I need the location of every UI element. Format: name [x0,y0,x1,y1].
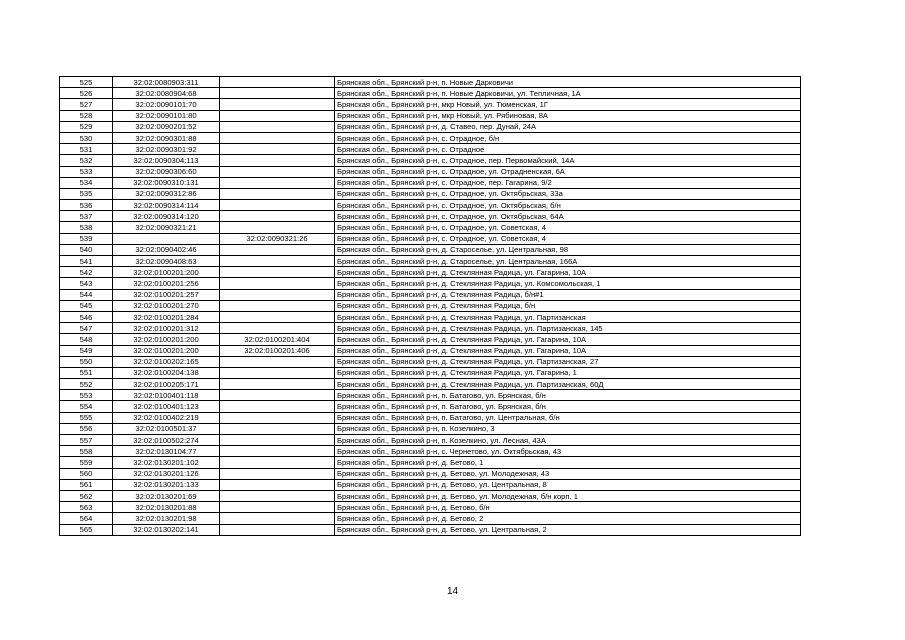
table-row [60,211,801,222]
table-row [60,435,801,446]
table-row [60,289,801,300]
related-cadastral-number-cell [220,323,335,334]
table-row [60,166,801,177]
address-cell: Брянская обл., Брянский р-н, п. Козелкино, ул. Лесная, 43А [335,435,801,446]
table-row [60,278,801,289]
cadastral-number-cell: 32:02:0090301:88 [113,132,220,143]
cadastral-number-cell: 32:02:0100401:118 [113,390,220,401]
address-cell: Брянская обл., Брянский р-н, д. Стеклянная Радица, ул. Партизанская, 145 [335,323,801,334]
row-number-cell: 528 [60,110,113,121]
row-number-cell: 551 [60,367,113,378]
row-number-cell: 546 [60,311,113,322]
related-cadastral-number-cell [220,300,335,311]
table-row [60,200,801,211]
cadastral-number-cell: 32:02:0130201:69 [113,490,220,501]
address-cell: Брянская обл., Брянский р-н, д. Стеклянная Радица, б/н#1 [335,289,801,300]
table-row [60,110,801,121]
table-row [60,423,801,434]
table-row [60,412,801,423]
table-row [60,502,801,513]
table-row [60,177,801,188]
related-cadastral-number-cell [220,188,335,199]
table-row [60,88,801,99]
row-number-cell: 550 [60,356,113,367]
related-cadastral-number-cell [220,200,335,211]
related-cadastral-number-cell [220,88,335,99]
row-number-cell: 565 [60,524,113,535]
row-number-cell: 562 [60,490,113,501]
row-number-cell: 556 [60,423,113,434]
row-number-cell: 525 [60,77,113,88]
address-cell: Брянская обл., Брянский р-н, д. Стеклянная Радица, ул. Партизанская, 60Д [335,379,801,390]
table-row [60,188,801,199]
related-cadastral-number-cell [220,401,335,412]
address-cell: Брянская обл., Брянский р-н, д. Стеклянная Радица, ул. Комсомольская, 1 [335,278,801,289]
related-cadastral-number-cell [220,77,335,88]
row-number-cell: 541 [60,256,113,267]
related-cadastral-number-cell [220,278,335,289]
cadastral-number-cell: 32:02:0090101:80 [113,110,220,121]
table-row [60,446,801,457]
related-cadastral-number-cell [220,132,335,143]
cadastral-number-cell: 32:02:0090312:86 [113,188,220,199]
address-cell: Брянская обл., Брянский р-н, с. Отрадное, пер. Гагарина, 9/2 [335,177,801,188]
row-number-cell: 545 [60,300,113,311]
address-cell: Брянская обл., Брянский р-н, с. Отрадное, б/н [335,132,801,143]
row-number-cell: 533 [60,166,113,177]
table-row [60,256,801,267]
related-cadastral-number-cell [220,468,335,479]
row-number-cell: 538 [60,222,113,233]
address-cell: Брянская обл., Брянский р-н, мкр Новый, ул. Рябиновая, 8А [335,110,801,121]
row-number-cell: 530 [60,132,113,143]
related-cadastral-number-cell [220,446,335,457]
row-number-cell: 531 [60,144,113,155]
table-row [60,300,801,311]
cadastral-number-cell: 32:02:0100205:171 [113,379,220,390]
cadastral-number-cell: 32:02:0090306:60 [113,166,220,177]
table-row [60,99,801,110]
address-cell: Брянская обл., Брянский р-н, д. Бетово, ул. Центральная, 8 [335,479,801,490]
cadastral-number-cell: 32:02:0090310:131 [113,177,220,188]
address-cell: Брянская обл., Брянский р-н, д. Бетово, 2 [335,513,801,524]
address-cell: Брянская обл., Брянский р-н, п. Новые Дарковичи [335,77,801,88]
related-cadastral-number-cell [220,367,335,378]
table-row [60,401,801,412]
related-cadastral-number-cell [220,244,335,255]
cadastral-number-cell: 32:02:0130201:88 [113,502,220,513]
cadastral-number-cell: 32:02:0090321:21 [113,222,220,233]
related-cadastral-number-cell: 32:02:0100201:404 [220,334,335,345]
address-cell: Брянская обл., Брянский р-н, п. Батагово, ул. Брянская, б/н [335,401,801,412]
row-number-cell: 555 [60,412,113,423]
table-row [60,132,801,143]
row-number-cell: 547 [60,323,113,334]
related-cadastral-number-cell [220,490,335,501]
row-number-cell: 553 [60,390,113,401]
register-table [59,76,801,536]
cadastral-number-cell: 32:02:0100201:270 [113,300,220,311]
row-number-cell: 536 [60,200,113,211]
cadastral-number-cell: 32:02:0130202:141 [113,524,220,535]
table-row [60,457,801,468]
address-cell: Брянская обл., Брянский р-н, д. Стеклянная Радица, ул. Гагарина, 10А [335,267,801,278]
cadastral-number-cell: 32:02:0100401:123 [113,401,220,412]
table-row [60,356,801,367]
cadastral-number-cell: 32:02:0100201:312 [113,323,220,334]
address-cell: Брянская обл., Брянский р-н, с. Отрадное, ул. Октябрьская, б/н [335,200,801,211]
row-number-cell: 563 [60,502,113,513]
table-row [60,367,801,378]
cadastral-number-cell: 32:02:0090408:63 [113,256,220,267]
cadastral-number-cell: 32:02:0130104:77 [113,446,220,457]
cadastral-number-cell: 32:02:0130201:102 [113,457,220,468]
table-row [60,479,801,490]
row-number-cell: 557 [60,435,113,446]
address-cell: Брянская обл., Брянский р-н, с. Отрадное, ул. Советская, 4 [335,222,801,233]
row-number-cell: 539 [60,233,113,244]
cadastral-number-cell: 32:02:0100201:200 [113,267,220,278]
table-row [60,468,801,479]
cadastral-number-cell: 32:02:0100402:219 [113,412,220,423]
row-number-cell: 544 [60,289,113,300]
cadastral-number-cell: 32:02:0080903:311 [113,77,220,88]
row-number-cell: 560 [60,468,113,479]
cadastral-number-cell [113,233,220,244]
address-cell: Брянская обл., Брянский р-н, с. Отрадное [335,144,801,155]
table-row [60,155,801,166]
related-cadastral-number-cell [220,177,335,188]
table-row [60,267,801,278]
address-cell: Брянская обл., Брянский р-н, д. Стеклянная Радица, ул. Гагарина, 10А [335,334,801,345]
related-cadastral-number-cell [220,110,335,121]
cadastral-number-cell: 32:02:0100201:200 [113,334,220,345]
related-cadastral-number-cell [220,121,335,132]
address-cell: Брянская обл., Брянский р-н, с. Отрадное, пер. Первомайский, 14А [335,155,801,166]
related-cadastral-number-cell [220,356,335,367]
row-number-cell: 558 [60,446,113,457]
address-cell: Брянская обл., Брянский р-н, с. Отрадное, ул. Советская, 4 [335,233,801,244]
address-cell: Брянская обл., Брянский р-н, д. Стеклянная Радица, ул. Гагарина, 10А [335,345,801,356]
table-row [60,77,801,88]
address-cell: Брянская обл., Брянский р-н, д. Бетово, ул. Молодежная, б/н корп. 1 [335,490,801,501]
related-cadastral-number-cell [220,502,335,513]
row-number-cell: 542 [60,267,113,278]
cadastral-number-cell: 32:02:0090314:114 [113,200,220,211]
table-row [60,490,801,501]
address-cell: Брянская обл., Брянский р-н, мкр Новый, ул. Тюменская, 1Г [335,99,801,110]
row-number-cell: 559 [60,457,113,468]
row-number-cell: 548 [60,334,113,345]
cadastral-number-cell: 32:02:0100201:284 [113,311,220,322]
page-number: 14 [446,586,459,597]
cadastral-number-cell: 32:02:0100501:37 [113,423,220,434]
table-row [60,334,801,345]
row-number-cell: 554 [60,401,113,412]
table-row [60,513,801,524]
row-number-cell: 534 [60,177,113,188]
related-cadastral-number-cell [220,99,335,110]
address-cell: Брянская обл., Брянский р-н, с. Отрадное, ул. Октябрьская, 33а [335,188,801,199]
related-cadastral-number-cell [220,513,335,524]
cadastral-number-cell: 32:02:0090301:92 [113,144,220,155]
address-cell: Брянская обл., Брянский р-н, д. Бетово, 1 [335,457,801,468]
cadastral-number-cell: 32:02:0090201:52 [113,121,220,132]
table-row [60,144,801,155]
address-cell: Брянская обл., Брянский р-н, п. Батагово, ул. Брянская, б/н [335,390,801,401]
row-number-cell: 564 [60,513,113,524]
cadastral-number-cell: 32:02:0090314:120 [113,211,220,222]
address-cell: Брянская обл., Брянский р-н, с. Чернетово, ул. Октябрьская, 43 [335,446,801,457]
address-cell: Брянская обл., Брянский р-н, п. Новые Дарковичи, ул. Тепличная, 1А [335,88,801,99]
address-cell: Брянская обл., Брянский р-н, д. Староселье, ул. Центральная, 98 [335,244,801,255]
related-cadastral-number-cell [220,289,335,300]
table-row [60,379,801,390]
related-cadastral-number-cell [220,479,335,490]
cadastral-number-cell: 32:02:0090402:46 [113,244,220,255]
cadastral-number-cell: 32:02:0080904:68 [113,88,220,99]
table-row [60,524,801,535]
address-cell: Брянская обл., Брянский р-н, д. Староселье, ул. Центральная, 166А [335,256,801,267]
address-cell: Брянская обл., Брянский р-н, д. Стеклянная Радица, ул. Партизанская, 27 [335,356,801,367]
row-number-cell: 552 [60,379,113,390]
related-cadastral-number-cell [220,256,335,267]
cadastral-number-cell: 32:02:0100201:257 [113,289,220,300]
table-row [60,233,801,244]
address-cell: Брянская обл., Брянский р-н, д. Бетово, ул. Молодежная, 43 [335,468,801,479]
row-number-cell: 535 [60,188,113,199]
row-number-cell: 537 [60,211,113,222]
row-number-cell: 532 [60,155,113,166]
address-cell: Брянская обл., Брянский р-н, д. Ставео, пер. Дунай, 24А [335,121,801,132]
related-cadastral-number-cell [220,211,335,222]
cadastral-number-cell: 32:02:0090304:113 [113,155,220,166]
address-cell: Брянская обл., Брянский р-н, с. Отрадное, ул. Отрадненская, 6А [335,166,801,177]
address-cell: Брянская обл., Брянский р-н, д. Стеклянная Радица, ул. Гагарина, 1 [335,367,801,378]
related-cadastral-number-cell [220,423,335,434]
row-number-cell: 527 [60,99,113,110]
related-cadastral-number-cell [220,379,335,390]
cadastral-number-cell: 32:02:0100204:138 [113,367,220,378]
cadastral-number-cell: 32:02:0130201:126 [113,468,220,479]
row-number-cell: 526 [60,88,113,99]
related-cadastral-number-cell [220,412,335,423]
related-cadastral-number-cell [220,311,335,322]
register-table-body [60,77,801,536]
address-cell: Брянская обл., Брянский р-н, д. Бетово, ул. Центральная, 2 [335,524,801,535]
related-cadastral-number-cell: 32:02:0090321:26 [220,233,335,244]
cadastral-number-cell: 32:02:0090101:70 [113,99,220,110]
table-row [60,121,801,132]
address-cell: Брянская обл., Брянский р-н, д. Стеклянная Радица, б/н [335,300,801,311]
row-number-cell: 549 [60,345,113,356]
related-cadastral-number-cell: 32:02:0100201:406 [220,345,335,356]
related-cadastral-number-cell [220,390,335,401]
row-number-cell: 543 [60,278,113,289]
cadastral-number-cell: 32:02:0130201:98 [113,513,220,524]
related-cadastral-number-cell [220,435,335,446]
related-cadastral-number-cell [220,267,335,278]
related-cadastral-number-cell [220,166,335,177]
table-row [60,222,801,233]
related-cadastral-number-cell [220,144,335,155]
related-cadastral-number-cell [220,457,335,468]
row-number-cell: 529 [60,121,113,132]
cadastral-number-cell: 32:02:0100202:165 [113,356,220,367]
table-row [60,244,801,255]
address-cell: Брянская обл., Брянский р-н, с. Отрадное, ул. Октябрьская, 64А [335,211,801,222]
cadastral-number-cell: 32:02:0130201:133 [113,479,220,490]
table-row [60,323,801,334]
cadastral-number-cell: 32:02:0100201:200 [113,345,220,356]
cadastral-number-cell: 32:02:0100502:274 [113,435,220,446]
table-row [60,390,801,401]
cadastral-number-cell: 32:02:0100201:256 [113,278,220,289]
address-cell: Брянская обл., Брянский р-н, д. Стеклянная Радица, ул. Партизанская [335,311,801,322]
row-number-cell: 561 [60,479,113,490]
address-cell: Брянская обл., Брянский р-н, п. Козелкино, 3 [335,423,801,434]
related-cadastral-number-cell [220,155,335,166]
related-cadastral-number-cell [220,524,335,535]
address-cell: Брянская обл., Брянский р-н, п. Батагово, ул. Центральная, б/н [335,412,801,423]
address-cell: Брянская обл., Брянский р-н, д. Бетово, б/н [335,502,801,513]
table-row [60,311,801,322]
related-cadastral-number-cell [220,222,335,233]
row-number-cell: 540 [60,244,113,255]
table-row [60,345,801,356]
